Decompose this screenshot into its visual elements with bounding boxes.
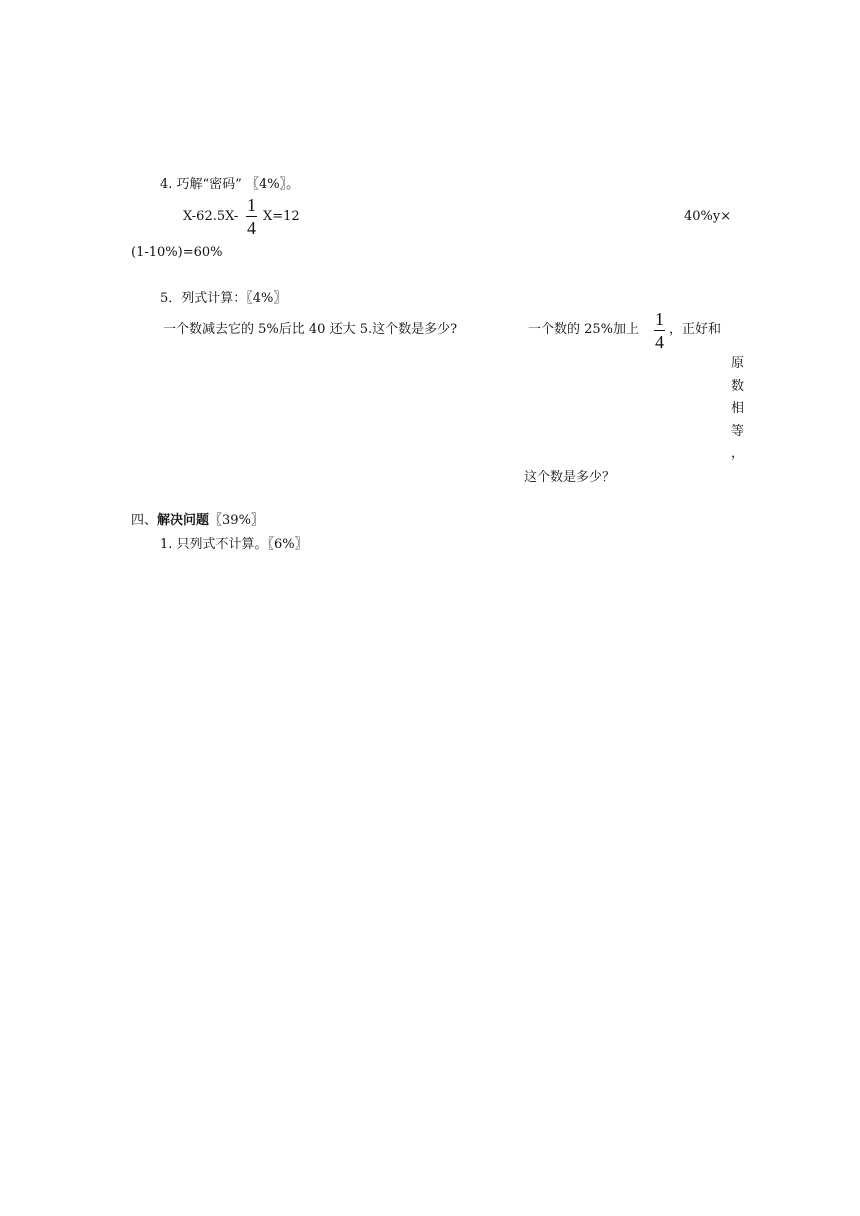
vertical-char: 等 [731,423,745,439]
section-4-title: 解决问题 [157,513,210,528]
q4-equation-1-left: X-62.5X- [183,209,239,224]
q5-problem-2-end: 这个数是多少？ [524,470,616,485]
q5-heading: 5．列式计算：〖4%〗 [160,291,287,306]
q4-equation-2-end: (1-10%)=60% [131,245,223,260]
q5-problem-2-start: 一个数的 25%加上 [528,322,640,337]
section-4-score: 〖39%〗 [209,513,264,528]
vertical-char: 数 [731,378,745,394]
q5-problem-1: 一个数减去它的 5%后比 40 还大 5.这个数是多少? [163,322,458,337]
q4-heading: 4. 巧解“密码” 〖4%〗。 [160,177,300,192]
vertical-char: 相 [731,401,745,416]
fraction-denominator: 4 [655,332,664,352]
vertical-char: ， [731,446,745,461]
q5-problem-2-vertical [731,353,744,466]
fraction-denominator: 4 [247,218,256,238]
vertical-char: 原 [731,356,745,371]
q5-problem-2-fraction [654,310,665,351]
section-4-item-1: 1. 只列式不计算。〖6%〗 [160,537,308,552]
q4-equation-1-fraction [246,196,257,237]
section-4-heading [131,514,264,527]
q5-problem-2-after: ，正好和 [669,322,722,337]
q4-equation-1-right: X=12 [263,209,300,224]
section-4-prefix: 四、 [131,513,158,528]
fraction-numerator: 1 [655,309,664,329]
fraction-numerator: 1 [247,195,256,215]
q4-equation-2-start: 40%y× [684,209,732,224]
